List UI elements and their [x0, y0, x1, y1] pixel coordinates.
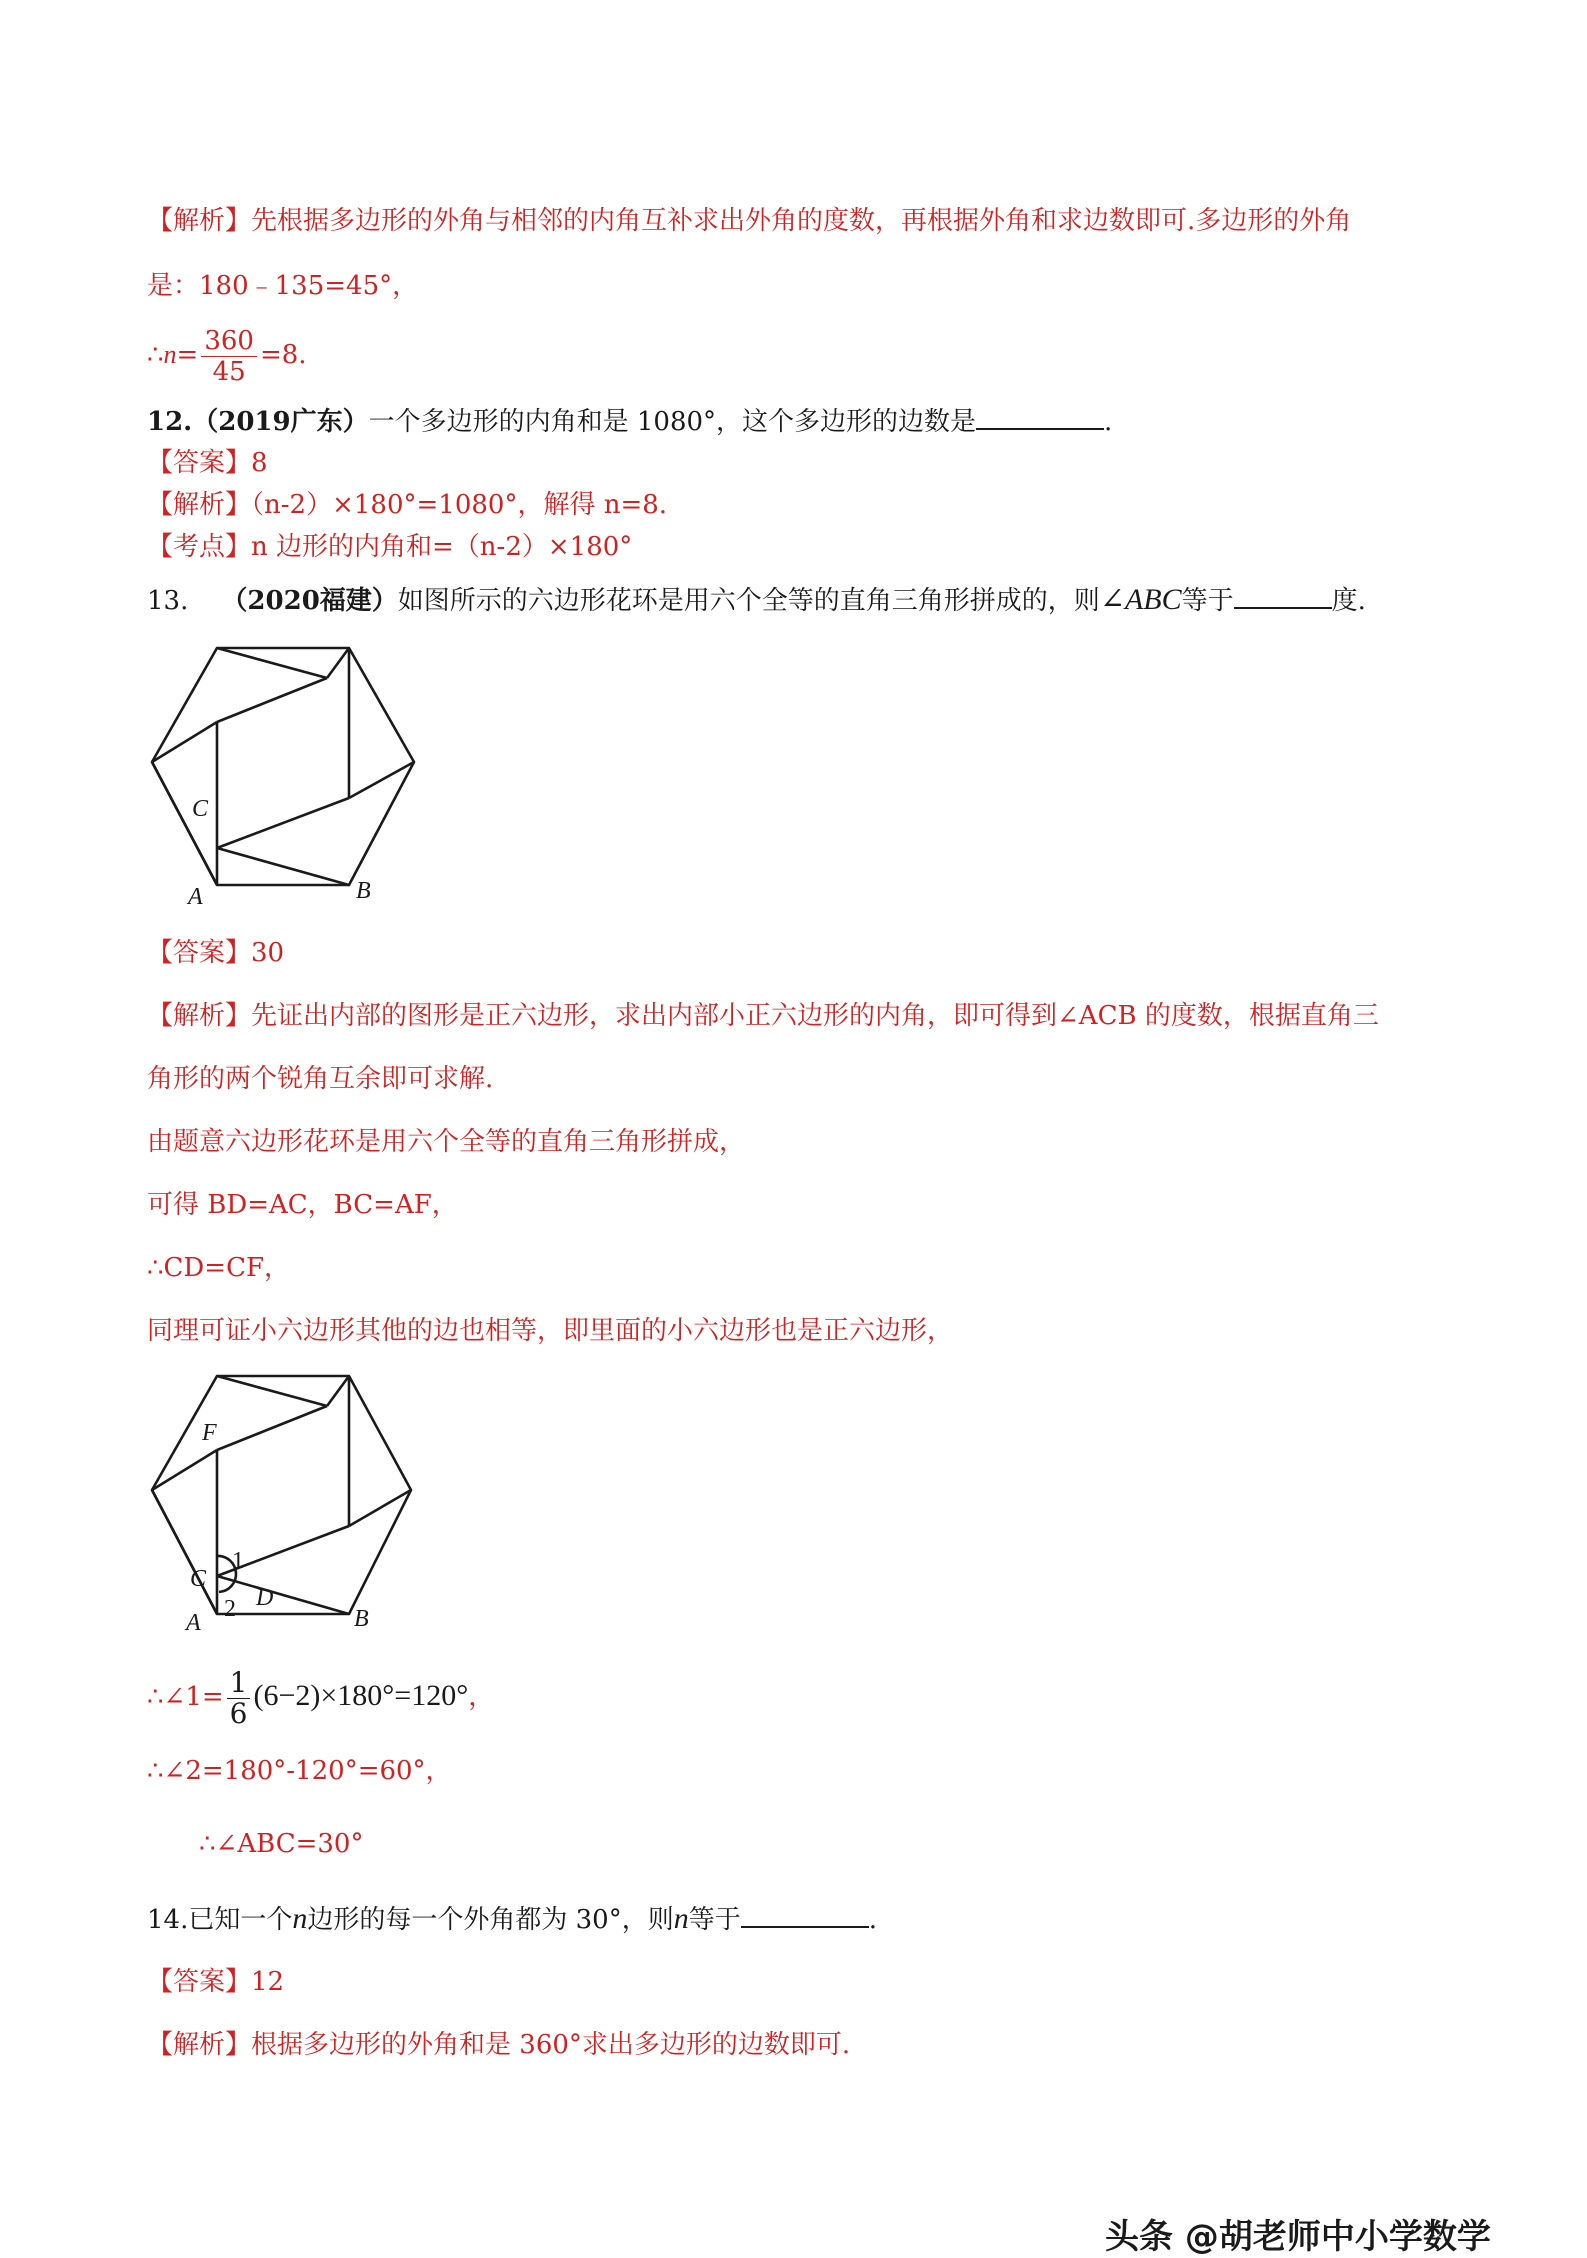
calc-prefix: ∴∠1= [147, 1682, 224, 1712]
watermark: 头条 @胡老师中小学数学 [1105, 2217, 1491, 2257]
analysis-label: 【解析】 [147, 206, 252, 236]
fraction [227, 1665, 251, 1730]
analysis-text: （n-2）×180°=1080°，解得 n=8. [251, 490, 668, 520]
analysis-text: 是：180﹣135=45°， [147, 271, 419, 301]
question-source: （2020福建） [221, 586, 398, 616]
answer-value: 8 [251, 448, 268, 478]
label-d: D [256, 1585, 274, 1611]
q13-analysis-line-1 [147, 999, 1379, 1033]
fraction-numerator: 1 [227, 1668, 251, 1699]
q13-step-3 [147, 1251, 290, 1285]
q13-calc-3 [199, 1827, 363, 1861]
result-text: =8. [259, 340, 307, 370]
fraction-numerator: 360 [201, 326, 257, 357]
analysis-label: 【解析】 [147, 490, 252, 520]
triangle-edge [152, 1450, 217, 1490]
fraction-denominator: 6 [229, 1696, 248, 1730]
calc-expression: (6−2)×180°=120° [253, 1679, 469, 1712]
label-angle-2: 2 [224, 1596, 236, 1622]
label-b: B [356, 878, 371, 904]
point-text: n 边形的内角和=（n-2）×180° [251, 532, 633, 562]
equals-sign: = [176, 340, 199, 370]
angle-abc: ∠ABC [1099, 583, 1182, 616]
fraction [201, 326, 257, 387]
q13-calc-2 [147, 1754, 452, 1788]
triangle-edge [327, 1376, 349, 1406]
label-a: A [186, 1610, 201, 1636]
answer-label: 【答案】 [147, 1967, 252, 1997]
analysis-label: 【解析】 [147, 2030, 252, 2060]
question-source: （2019广东） [192, 407, 369, 437]
calc-text: ∴∠ABC=30° [199, 1829, 364, 1859]
q12-question [147, 404, 1112, 439]
triangle-edge [217, 1576, 349, 1614]
question-text: 边形的每一个外角都为 30°，则 [307, 1905, 674, 1935]
outer-hexagon [152, 648, 414, 885]
step-text: ∴CD=CF， [147, 1253, 291, 1283]
answer-label: 【答案】 [147, 938, 252, 968]
step-text: 由题意六边形花环是用六个全等的直角三角形拼成， [147, 1127, 746, 1157]
analysis-text: 根据多边形的外角和是 360°求出多边形的边数即可. [251, 2030, 851, 2060]
answer-label: 【答案】 [147, 448, 252, 478]
q13-question [147, 583, 1366, 618]
q13-calc-1 [147, 1666, 494, 1729]
question-text: 等于 [688, 1905, 741, 1935]
hexagon-garland-figure [140, 638, 440, 912]
analysis-text: 先根据多边形的外角与相邻的内角互补求出外角的度数，再根据外角和求边数即可.多边形的外角 [251, 206, 1352, 236]
answer-value: 30 [251, 938, 285, 968]
label-b: B [354, 1606, 369, 1632]
question-text: 度. [1331, 586, 1366, 616]
period: . [1104, 407, 1113, 437]
analysis-text: 先证出内部的图形是正六边形，求出内部小正六边形的内角，即可得到∠ACB 的度数，根据直角三 [251, 1001, 1379, 1031]
triangle-edge [217, 648, 327, 678]
triangle-edge [217, 1406, 327, 1450]
step-text: 可得 BD=AC，BC=AF， [147, 1190, 458, 1220]
variable-n: n [673, 1902, 689, 1935]
calc-tail: ， [468, 1682, 495, 1712]
answer-blank [976, 404, 1104, 430]
point-label: 【考点】 [147, 532, 252, 562]
q12-analysis [147, 488, 667, 522]
q11-result-line [147, 325, 307, 387]
variable-n: n [292, 1902, 308, 1935]
analysis-label: 【解析】 [147, 1001, 252, 1031]
question-text: 一个多边形的内角和是 1080°，这个多边形的边数是 [368, 407, 977, 437]
label-c: C [192, 796, 209, 822]
period: . [868, 1905, 878, 1935]
step-text: 同理可证小六边形其他的边也相等，即里面的小六边形也是正六边形， [147, 1316, 954, 1346]
label-c: C [190, 1566, 207, 1592]
q13-step-2 [147, 1188, 458, 1222]
variable-n: n [163, 340, 177, 369]
q11-analysis-line-2 [147, 269, 418, 303]
calc-text: ∴∠2=180°-120°=60°， [147, 1756, 452, 1786]
q12-answer [147, 446, 268, 480]
q14-question [147, 1902, 877, 1937]
analysis-text: 角形的两个锐角互余即可求解. [147, 1064, 494, 1094]
answer-blank [1234, 583, 1332, 609]
question-text: 等于 [1181, 586, 1234, 616]
hexagon-garland-labeled-figure [140, 1368, 440, 1642]
q11-analysis-line-1 [147, 204, 1351, 238]
q14-analysis [147, 2028, 850, 2062]
answer-blank [741, 1902, 869, 1928]
q14-answer [147, 1965, 284, 1999]
question-number: 14. [147, 1905, 189, 1935]
triangle-edge [152, 762, 217, 885]
triangle-edge [327, 648, 349, 678]
q13-analysis-line-2 [147, 1062, 493, 1096]
q12-point [147, 530, 632, 564]
fraction-denominator: 45 [212, 356, 246, 387]
question-text: 已知一个 [188, 1905, 293, 1935]
triangle-edge [152, 722, 217, 762]
q13-answer [147, 936, 284, 970]
triangle-edge [217, 678, 327, 722]
question-number: 13. [147, 586, 189, 616]
triangle-edge [217, 848, 349, 885]
question-number: 12. [147, 407, 193, 437]
triangle-edge [152, 1490, 217, 1614]
triangle-edge [217, 798, 349, 848]
q13-step-4 [147, 1314, 953, 1348]
triangle-edge [217, 1376, 327, 1406]
label-a: A [188, 884, 203, 908]
label-f: F [202, 1420, 217, 1446]
therefore-sign: ∴ [147, 340, 164, 370]
answer-value: 12 [251, 1967, 285, 1997]
q13-step-1 [147, 1125, 745, 1159]
label-angle-1: 1 [232, 1548, 244, 1574]
question-text: 如图所示的六边形花环是用六个全等的直角三角形拼成的，则 [397, 586, 1100, 616]
